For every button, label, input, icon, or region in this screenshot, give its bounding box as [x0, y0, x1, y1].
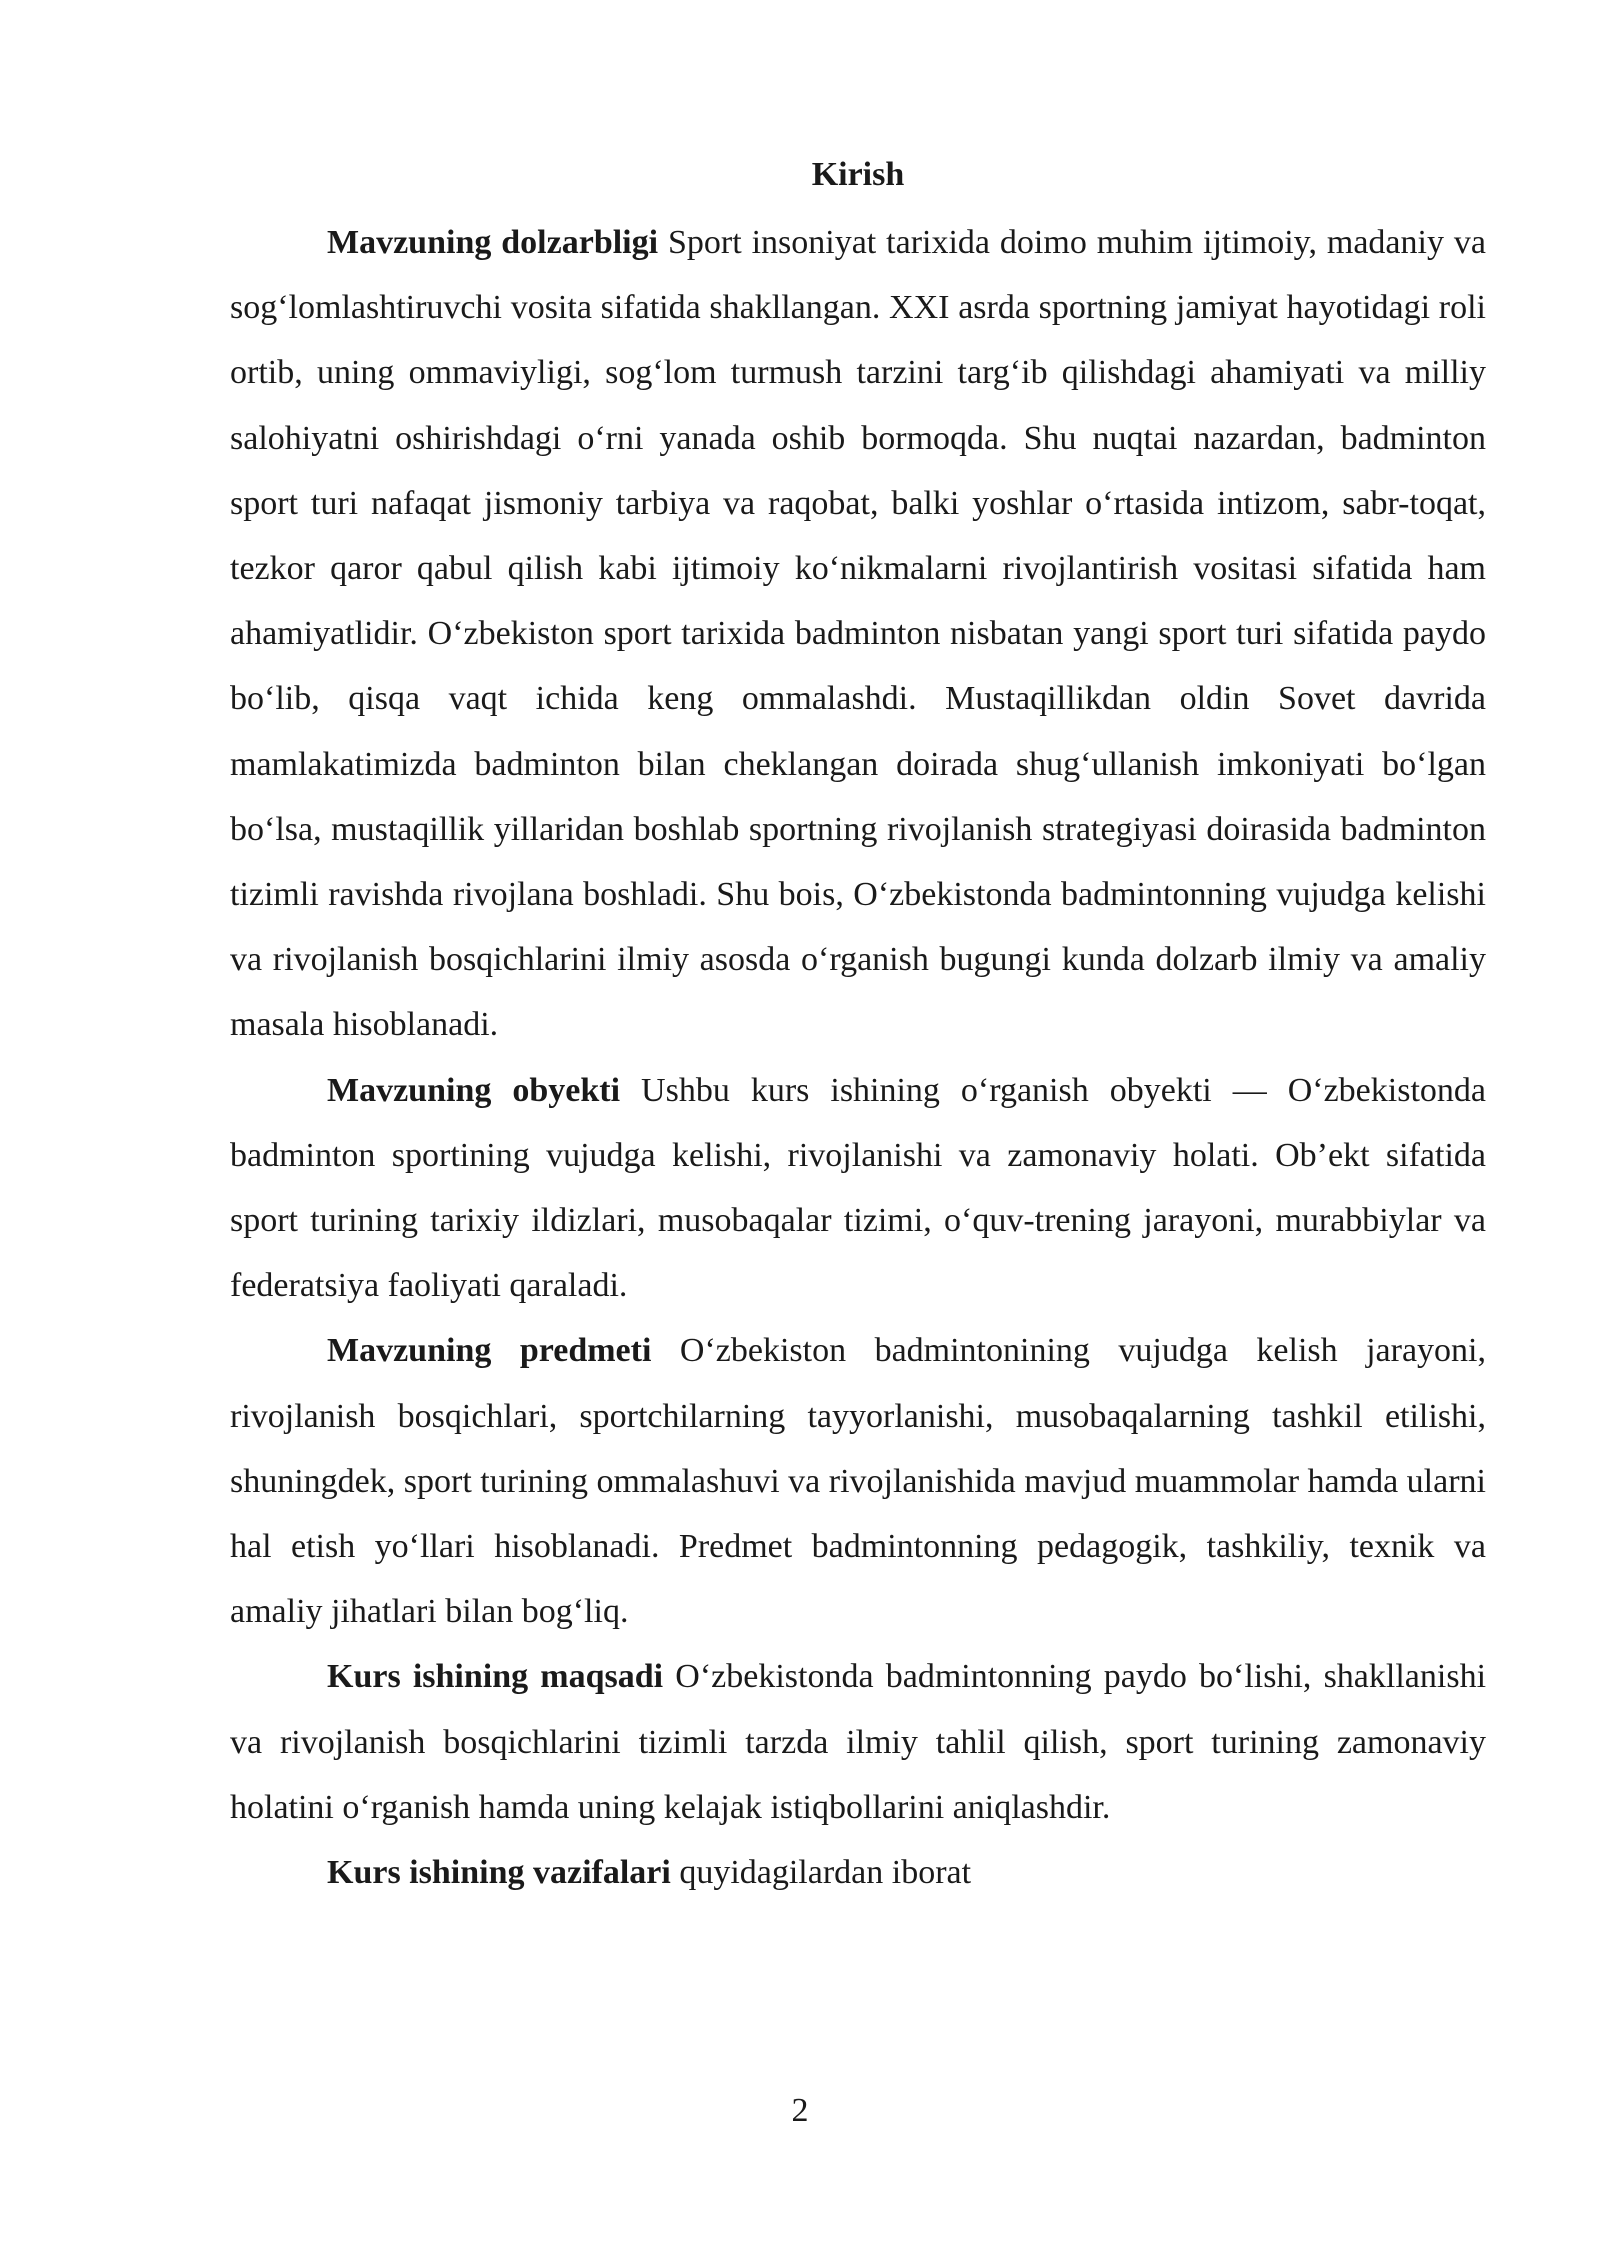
paragraph-text: O‘zbekiston badmintonining vujudga kelish jarayoni, rivojlanish bosqichlari, sportchilarning tayyorlanishi, musobaqalarning tashkil etilishi, shuningdek, sport turining ommalashuvi va rivojlanishida mavjud muammolar hamda ularni hal etish yo‘llari hisoblanadi. Predmet badmintonning pedagogik, tashkiliy, texnik va amaliy jihatlari bilan bog‘liq. [230, 1332, 1486, 1631]
paragraph-lead: Mavzuning obyekti [327, 1071, 621, 1109]
paragraph-object [230, 1058, 1486, 1319]
paragraph-tasks [230, 1840, 1486, 1905]
section-heading: Kirish [811, 156, 905, 193]
paragraph-goal [230, 1644, 1486, 1840]
page-number: 2 [791, 2092, 809, 2129]
paragraph-lead: Mavzuning predmeti [327, 1332, 652, 1370]
paragraph-text: quyidagilardan iborat [679, 1854, 972, 1892]
paragraph-text: Ushbu kurs ishining o‘rganish obyekti — O‘zbekistonda badminton sportining vujudga kelishi, rivojlanishi va zamonaviy holati. Ob’ekt sifatida sport turining tarixiy ildizlari, musobaqalar tizimi, o‘quv-trening jarayoni, murabbiylar va federatsiya faoliyati qaraladi. [230, 1071, 1486, 1305]
paragraph-text: Sport insoniyat tarixida doimo muhim ijtimoiy, madaniy va sog‘lomlashtiruvchi vosita sifatida shakllangan. XXI asrda sportning jamiyat hayotidagi roli ortib, uning ommaviyligi, sog‘lom turmush tarzini targ‘ib qilishdagi ahamiyati va milliy salohiyatni oshirishdagi o‘rni yanada oshib bormoqda. Shu nuqtai nazardan, badminton sport turi nafaqat jismoniy tarbiya va raqobat, balki yoshlar o‘rtasida intizom, sabr-toqat, tezkor qaror qabul qilish kabi ijtimoiy ko‘nikmalarni rivojlantirish vositasi sifatida ham ahamiyatlidir. O‘zbekiston sport tarixida badminton nisbatan yangi sport turi sifatida paydo bo‘lib, qisqa vaqt ichida keng ommalashdi. Mustaqillikdan oldin Sovet davrida mamlakatimizda badminton bilan cheklangan doirada shug‘ullanish imkoniyati bo‘lgan bo‘lsa, mustaqillik yillaridan boshlab sportning rivojlanish strategiyasi doirasida badminton tizimli ravishda rivojlana boshladi. Shu bois, O‘zbekistonda badmintonning vujudga kelishi va rivojlanish bosqichlarini ilmiy asosda o‘rganish bugungi kunda dolzarb ilmiy va amaliy masala hisoblanadi. [230, 224, 1486, 1044]
paragraph-lead: Kurs ishining vazifalari [327, 1854, 671, 1892]
paragraph-subject [230, 1318, 1486, 1644]
document-page [230, 148, 1486, 1905]
paragraph-text: O‘zbekistonda badmintonning paydo bo‘lishi, shakllanishi va rivojlanish bosqichlarini tizimli tarzda ilmiy tahlil qilish, sport turining zamonaviy holatini o‘rganish hamda uning kelajak istiqbollarini aniqlashdir. [230, 1658, 1487, 1826]
paragraph-lead: Kurs ishining maqsadi [327, 1658, 664, 1696]
paragraph-lead: Mavzuning dolzarbligi [327, 224, 659, 261]
paragraph-relevance [230, 210, 1486, 1058]
